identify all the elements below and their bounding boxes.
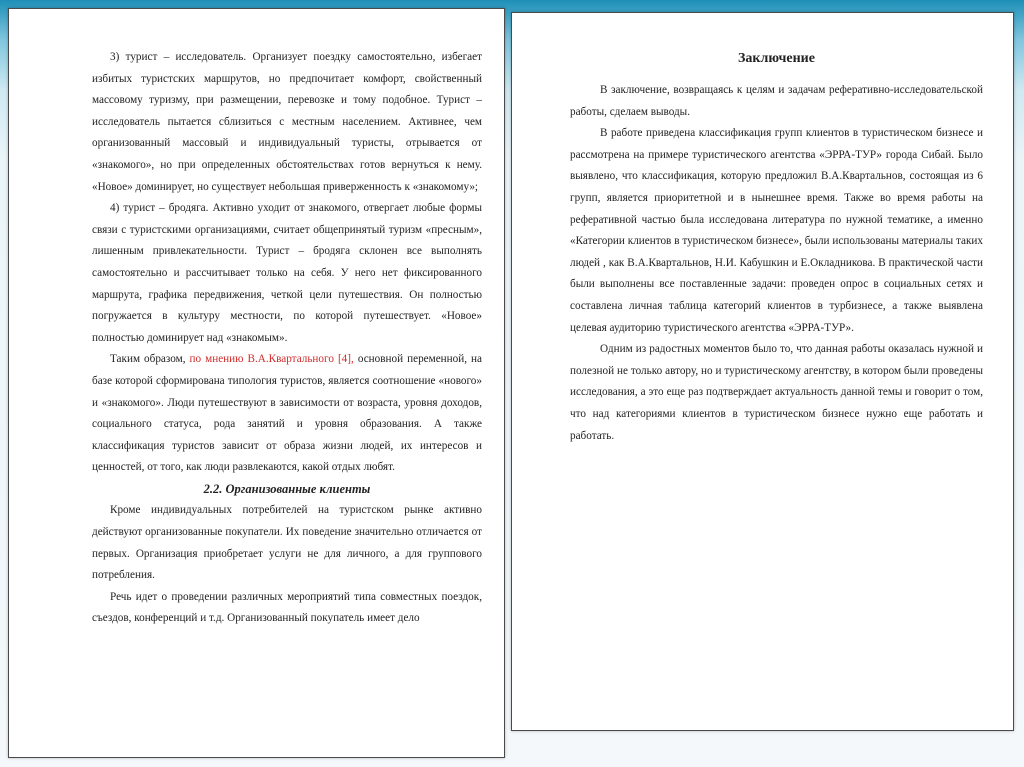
paragraph-events: Речь идет о проведении различных мероприятий типа совместных поездок, съездов, конференций и т.д. Организованный покупатель имеет дело bbox=[92, 590, 482, 625]
right-document-page bbox=[511, 12, 1014, 731]
paragraph-conclusion-typology bbox=[92, 349, 482, 479]
paragraph-organized-buyers: Кроме индивидуальных потребителей на туристском рынке активно действуют организованные покупатели. Их поведение значительно отличается от первых. Организация приобретает услуги не для личного, а для группового потребления. bbox=[92, 504, 482, 582]
paragraph-tourist-explorer: 3) турист – исследователь. Организует поездку самостоятельно, избегает избитых туристских маршрутов, но предпочитает комфорт, свойственный массовому туризму, при размещении, перевозке и тому подобное. Турист – исследователь пытается сблизиться с местным населением. Активнее, чем организованный массовый и индивидуальный туристы, отрывается от «знакомого», но при определенных обстоятельствах готов вернуться к нему. «Новое» доминирует, но существует небольшая приверженность к «знакомому»; bbox=[92, 51, 482, 193]
citation-highlight: по мнению В.А.Квартального [4], bbox=[189, 353, 354, 366]
right-page-text bbox=[570, 80, 983, 447]
section-heading: 2.2. Организованные клиенты bbox=[203, 481, 371, 496]
paragraph-lead-text: Таким образом, bbox=[110, 353, 186, 366]
paragraph-tourist-wanderer: 4) турист – бродяга. Активно уходит от знакомого, отвергает любые формы связи с туристскими организациями, считает общепринятый туризм «пресным», лишенным привлекательности. Турист – бродяга склонен все выполнять самостоятельно и рассчитывает только на себя. У него нет фиксированного маршрута, графика передвижения, четкой цели путешествия. Он полностью погружается в культуру местности, по которой путешествует. «Новое» полностью доминирует над «знакомым». bbox=[92, 202, 482, 344]
paragraph-rest-text: основной переменной, на базе которой сформирована типология туристов, является соотношение «нового» и «знакомого». Люди путешествуют в зависимости от возраста, уровня доходов, социального статуса, рода занятий и уровня образования. А также классификация туристов зависит от образа жизни людей, их интересов и ценностей, от того, как люди развлекаются, какой отдых любят. bbox=[92, 353, 483, 474]
paragraph-findings: В работе приведена классификация групп клиентов в туристическом бизнесе и рассмотрена на примере туристического агентства «ЭРРА-ТУР» города Сибай. Было выявлено, что классификация, которую предложил В.А.Квартальнов, состоящая из 6 групп, является приоритетной и в нынешнее время. Также во время работы на реферативной частью была исследована литература по нужной тематике, а именно «Категории клиентов в туристическом бизнесе», были использованы материалы таких людей , как В.А.Квартальнов, Н.И. Кабушкин и Е.Окладникова. В практической части были выполнены все поставленные задачи: проведен опрос в социальных сетях и составлена личная таблица категорий клиентов в турбизнесе, а также выявлена целевая аудиторию туристического агентства «ЭРРА-ТУР». bbox=[570, 127, 983, 334]
left-page-text bbox=[92, 47, 482, 630]
left-document-page bbox=[8, 8, 505, 758]
paragraph-closing: Одним из радостных моментов было то, что данная работы оказалась нужной и полезной не только автору, но и туристическому агентству, в котором были проведены исследования, а это еще раз подтверждает актуальность данной темы и говорит о том, что над категориями клиентов в туристическом бизнесе нужно еще работать и работать. bbox=[570, 343, 983, 442]
page-title: Заключение bbox=[738, 51, 815, 66]
paragraph-intro: В заключение, возвращаясь к целям и задачам реферативно-исследовательской работы, сделаем выводы. bbox=[570, 84, 983, 118]
